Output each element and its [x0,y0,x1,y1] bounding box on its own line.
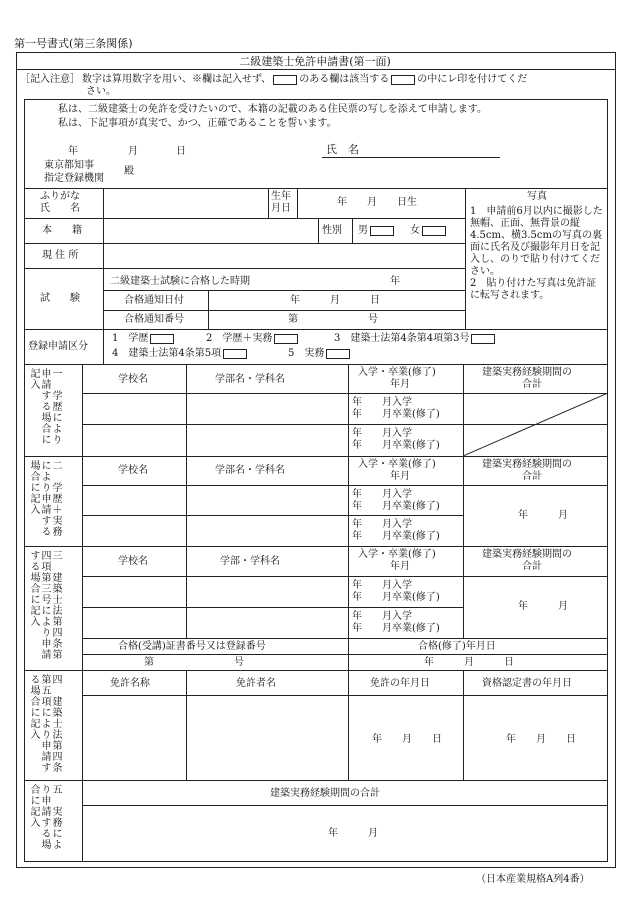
sec2-enroll-header-2: 年月 [390,471,410,482]
sec5-exp-total-field[interactable]: 年 月 [328,828,378,839]
signature-line[interactable] [322,157,500,158]
category-opt-5[interactable]: 5 実務 [288,348,352,360]
male-checkbox[interactable] [370,226,394,236]
sec2-row2-enroll[interactable]: 年 月入学 [352,519,412,530]
section-5-label: 五 実務により申請する場合に記入 [28,784,61,850]
address-label: 現 住 所 [42,250,79,261]
sec3-cert-date-label: 合格(修了)年月日 [418,641,496,652]
photo-title: 写真 [527,191,547,202]
sec4-license-date-header: 免許の年月日 [370,678,430,689]
category-checkbox-5[interactable] [326,349,350,359]
sec3-exp-header-2: 合計 [522,561,542,572]
sec3-school-header: 学校名 [118,556,148,567]
exam-label: 試 験 [40,293,80,304]
sec3-cert-date-field[interactable]: 年 月 日 [424,657,514,668]
sec1-exp-header-2: 合計 [522,379,542,390]
sec4-license-name-header: 免許名称 [110,678,150,689]
form-number: 第一号書式(第三条関係) [14,37,133,50]
notice-label: ［記入注意］ [20,74,80,85]
sec4-cert-date-header: 資格認定書の年月日 [482,678,572,689]
sec3-row2-enroll[interactable]: 年 月入学 [352,611,412,622]
checkbox-sample [391,75,415,85]
sex-label: 性別 [322,225,342,236]
exam-passed-year[interactable]: 年 [390,276,400,287]
sec3-cert-no-field[interactable]: 第 号 [144,657,244,668]
name-input[interactable] [104,189,267,217]
sec4-licensee-header: 免許者名 [236,678,276,689]
notice-text: 数字は算用数字を用い、※欄は記入せず、 のある欄は該当する の中にレ印を付けてくだ [82,74,528,85]
sec3-enroll-header: 入学・卒業(修了) [358,549,436,560]
sec1-school-header: 学校名 [118,374,148,385]
sec2-school-header: 学校名 [118,465,148,476]
sec3-exp-total[interactable]: 年 月 [518,601,568,612]
sec3-faculty-header: 学部・学科名 [220,556,280,567]
section-2-label: 二 学歴＋実務により申請する場合に記入 [28,460,61,537]
female-checkbox[interactable] [422,226,446,236]
sec1-enroll-header: 入学・卒業(修了) [358,367,436,378]
sec1-row1-grad[interactable]: 年 月卒業(修了) [352,409,440,420]
exam-passed-label: 二級建築士試験に合格した時期 [110,276,250,287]
category-opt-2[interactable]: 2 学歴＋実務 [206,333,300,345]
addressee-governor: 東京都知事 [44,160,94,171]
sec2-faculty-header: 学部名・学科名 [215,465,285,476]
sec2-exp-header-2: 合計 [522,471,542,482]
sec3-exp-header: 建築実務経験期間の [482,549,572,560]
sec4-cert-date-field[interactable]: 年 月 日 [506,734,576,745]
category-opt-3[interactable]: 3 建築士法第4条第4項第3号 [334,333,497,345]
date-year-label: 年 [68,146,78,157]
honseki-label: 本 籍 [42,225,82,236]
sex-male-option[interactable]: 男 [358,225,396,237]
form-title: 二級建築士免許申請書(第一面) [239,55,391,68]
photo-note-1: 1 申請前6月以内に撮影した無帽、正面、無背景の縦4.5cm、横3.5cmの写真の裏面に氏名及び撮影年月日を記入し、のりで貼り付けてください。 [470,206,603,277]
sec5-exp-total-header: 建築実務経験期間の合計 [270,788,380,799]
sec1-enroll-header-2: 年月 [390,379,410,390]
section-1-label: 一 学歴により申請する場合に記入 [28,368,61,445]
category-opt-4[interactable]: 4 建築士法第4条第5項 [112,348,249,360]
addressee-agency: 指定登録機関 [44,173,104,184]
section-4-label: 四 建築士法第四条第五項により申請する場合に記入 [28,674,61,773]
furigana-label: ふりがな [40,191,80,202]
addressee-honorific: 殿 [124,166,134,177]
name-label: 氏 名 [40,203,80,214]
sec3-row1-grad[interactable]: 年 月卒業(修了) [352,592,440,603]
sec2-enroll-header: 入学・卒業(修了) [358,459,436,470]
sec4-license-date-field[interactable]: 年 月 日 [372,734,442,745]
sec2-row1-grad[interactable]: 年 月卒業(修了) [352,501,440,512]
exam-notice-date-label: 合格通知日付 [124,295,184,306]
category-label: 登録申請区分 [28,341,88,352]
sec1-exp-void-diagonal [463,393,608,456]
exam-notice-no-label: 合格通知番号 [124,314,184,325]
declaration-line-1: 私は、二級建築士の免許を受けたいので、本籍の記載のある住民票の写しを添えて申請します。 [58,104,487,115]
checkbox-sample [273,75,297,85]
sec2-row2-grad[interactable]: 年 月卒業(修了) [352,531,440,542]
paper-size-note: （日本産業規格A列4番） [476,874,590,885]
sec3-row1-enroll[interactable]: 年 月入学 [352,580,412,591]
sec3-row2-grad[interactable]: 年 月卒業(修了) [352,623,440,634]
signature-name-label: 氏 名 [326,143,359,156]
sec3-enroll-header-2: 年月 [390,561,410,572]
sec3-cert-no-label: 合格(受講)証書番号又は登録番号 [118,641,266,652]
address-input[interactable] [104,244,464,267]
category-checkbox-1[interactable] [150,334,174,344]
sex-female-option[interactable]: 女 [410,225,448,237]
birth-label: 生年 [271,191,291,202]
honseki-input[interactable] [104,219,317,242]
category-opt-1[interactable]: 1 学歴 [112,333,176,345]
declaration-line-2: 私は、下記事項が真実で、かつ、正確であることを誓います。 [58,118,337,129]
section-3-label: 三 建築士法第四条第四項第三号により申請する場合に記入 [28,550,61,660]
sec1-row2-enroll[interactable]: 年 月入学 [352,428,412,439]
category-checkbox-4[interactable] [223,349,247,359]
exam-notice-date-field[interactable]: 年 月 日 [290,295,380,306]
sec2-row1-enroll[interactable]: 年 月入学 [352,489,412,500]
sec2-exp-total[interactable]: 年 月 [518,510,568,521]
sec1-row1-enroll[interactable]: 年 月入学 [352,397,412,408]
photo-note-2: 2 貼り付けた写真は免許証に転写されます。 [470,278,597,301]
sec2-exp-header: 建築実務経験期間の [482,459,572,470]
date-month-label: 月 [128,146,138,157]
category-checkbox-2[interactable] [274,334,298,344]
sec1-row2-grad[interactable]: 年 月卒業(修了) [352,440,440,451]
birth-label-2: 月日 [271,203,291,214]
birth-date-field[interactable]: 年 月 日生 [337,197,417,208]
notice-text-cont: さい。 [86,86,116,97]
exam-notice-no-field[interactable]: 第 号 [288,314,378,325]
sec1-faculty-header: 学部名・学科名 [215,374,285,385]
category-checkbox-3[interactable] [471,334,495,344]
sec1-exp-header: 建築実務経験期間の [482,367,572,378]
date-day-label: 日 [176,146,186,157]
photo-instructions [470,206,604,302]
